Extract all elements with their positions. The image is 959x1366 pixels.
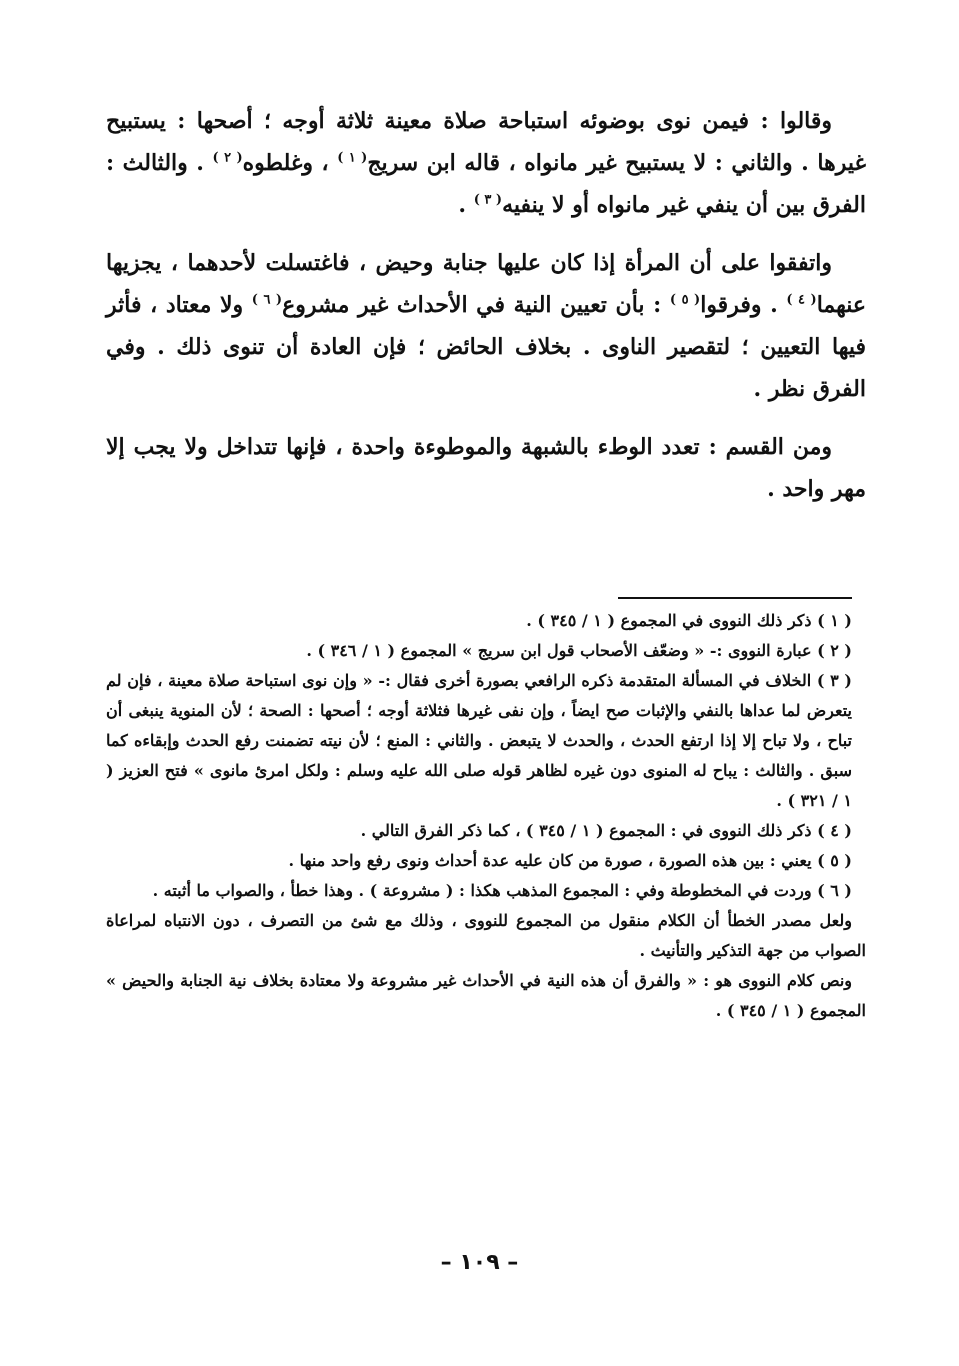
text-run: : بأن تعيين النية في الأحداث غير مشروع xyxy=(282,292,670,318)
footnotes xyxy=(106,606,866,1026)
footnote-ref-3[interactable]: ( ٣ ) xyxy=(473,192,503,208)
footnote-ref-5[interactable]: ( ٥ ) xyxy=(669,292,701,308)
text-run: ولا معتاد ، فأثر فيها التعيين ؛ لتقصير الناوى . بخلاف الحائض ؛ فإن العادة أن تنوى ذلك . وفي الفرق نظر . xyxy=(106,292,866,402)
paragraph-2 xyxy=(106,242,866,410)
footnote-separator xyxy=(618,597,852,599)
footnote-2: ( ٢ ) عبارة النووى :- « وضعّف الأصحاب قول ابن سريج » المجموع ( ١ / ٣٤٦ ) . xyxy=(306,641,852,660)
text-run: وقالوا : فيمن نوى بوضوئه استباحة صلاة معينة ثلاثة أوجه ؛ أصحها : يستبيح غيرها . والثاني : لا يستبيح غير مانواه ، قاله ابن سريج xyxy=(106,108,866,176)
main-text xyxy=(106,100,866,526)
footnote-ref-4[interactable]: ( ٤ ) xyxy=(786,292,817,308)
footnote-5: ( ٥ ) يعني : بين هذه الصورة ، صورة من كان عليه عدة أحداث ونوى رفع واحد منها . xyxy=(288,851,852,870)
page-number: – ١٠٩ – xyxy=(440,1250,519,1275)
footnote-3: ( ٣ ) الخلاف في المسألة المتقدمة ذكره الرافعي بصورة أخرى فقال :- « وإن نوى استباحة صلاة معينة ، فإن لم يتعرض لما عداها بالنفي والإثبات صح ايضاً ، وإن نفى غيرها فثلاثة أوجه ؛ أصحها : الصحة ؛ لأن المنوية ينبغى أن تباح ، ولا تباح إلا إذا ارتفع الحدث ، والحدث لا يتبعض . والثاني : المنع ؛ لأن نيته تضمنت رفع الحدث وإبقاءه كما سبق . والثالث : يباح له المنوى دون غيره لظاهر قوله صلى الله عليه وسلم : ولكل امرئ مانوى » فتح العزيز ( ١ / ٣٢١ ) . xyxy=(106,671,853,810)
footnote-6: ( ٦ ) وردت في المخطوطة وفي : المجموع المذهب هكذا : ( مشروعة ) . وهذا خطأ ، والصواب ما أثبته . xyxy=(152,881,852,900)
footnote-ref-1[interactable]: ( ١ ) xyxy=(337,150,368,166)
paragraph-3: ومن القسم : تعدد الوطء بالشبهة والموطوءة واحدة ، فإنها تتداخل ولا يجب إلا مهر واحد . xyxy=(106,434,866,502)
footnote-6-quote: ونص كلام النووى هو : « والفرق أن هذه النية في الأحداث غير مشروعة ولا معتادة بخلاف نية الجنابة والحيض » المجموع ( ١ / ٣٤٥ ) . xyxy=(106,971,866,1020)
footnote-ref-6[interactable]: ( ٦ ) xyxy=(251,292,283,308)
footnote-ref-2[interactable]: ( ٢ ) xyxy=(212,150,243,166)
text-run: . والثالث : الفرق بين أن ينفي غير مانواه أو لا ينفيه xyxy=(106,150,866,218)
footnote-6-continuation: ولعل مصدر الخطأ أن الكلام منقول من المجموع للنووى ، وذلك مع شئ من التصرف ، دون الانتباه لمراعاة الصواب من جهة التذكير والتأنيث . xyxy=(106,911,866,960)
paragraph-1 xyxy=(106,100,866,226)
text-run: . xyxy=(458,192,474,218)
text-run: ، وغلطوه xyxy=(242,150,338,176)
footnote-1: ( ١ ) ذكر ذلك النووى في المجموع ( ١ / ٣٤٥ ) . xyxy=(526,611,852,630)
text-run: . وفرقوا xyxy=(700,292,787,318)
text-run: واتفقوا على أن المرأة إذا كان عليها جنابة وحيض ، فاغتسلت لأحدهما ، يجزيها عنهما xyxy=(106,250,867,318)
footnote-4: ( ٤ ) ذكر ذلك النووى في : المجموع ( ١ / ٣٤٥ ) ، كما ذكر الفرق التالي . xyxy=(360,821,852,840)
